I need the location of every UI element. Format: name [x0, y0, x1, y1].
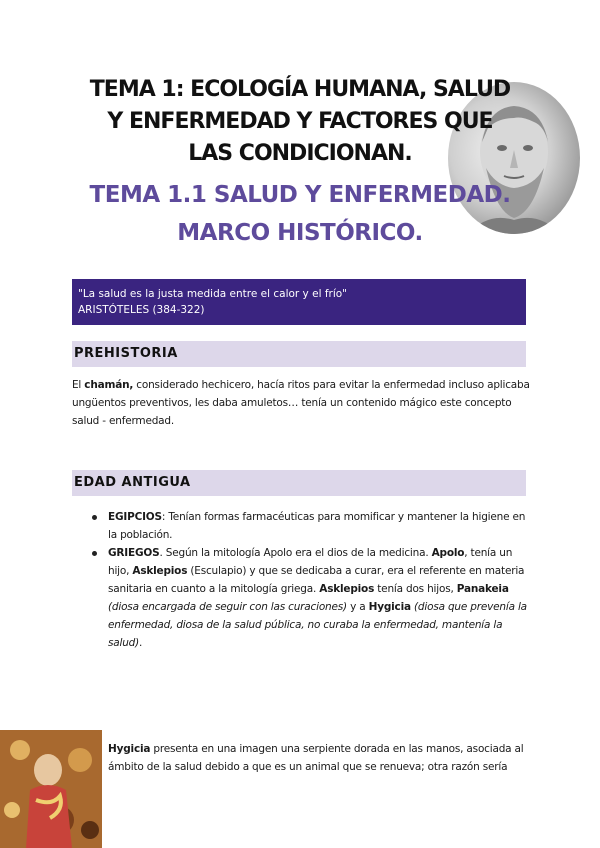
quote-box [72, 279, 526, 325]
title-block [40, 74, 560, 252]
hygicia-para-term: Hygicia [108, 743, 151, 755]
chaman-term: chamán, [84, 379, 134, 391]
title-line-2: Y ENFERMEDAD Y FACTORES QUE [107, 109, 493, 134]
panakeia-term: Panakeia [456, 583, 509, 595]
section-heading-prehistoria: PREHISTORIA [72, 341, 526, 367]
griegos-end: . [139, 637, 143, 649]
quote-text: "La salud es la justa medida entre el calor y el frío" [78, 288, 348, 300]
hygicia-para-text: presenta en una imagen una serpiente dorada en las manos, asociada al ámbito de la salud debido a que es un animal que se renueva; otra razón sería [108, 743, 524, 773]
apolo-term: Apolo [431, 547, 465, 559]
asklepios-term: Asklepios [132, 565, 188, 577]
asklepios-term-2: Asklepios [319, 583, 375, 595]
list-item [92, 508, 532, 544]
griegos-text-4: tenía dos hijos, [374, 583, 457, 595]
edad-antigua-list [92, 508, 532, 652]
egipcios-text: : Tenían formas farmacéuticas para momificar y mantener la higiene en la población. [108, 511, 526, 541]
list-item [92, 544, 532, 652]
hygicia-paragraph [108, 740, 528, 776]
title-line-3: LAS CONDICIONAN. [188, 141, 412, 166]
griegos-text-2: , tenía un hijo, [108, 547, 513, 577]
egipcios-label: EGIPCIOS [108, 511, 162, 523]
section-heading-edad-antigua: EDAD ANTIGUA [72, 470, 526, 496]
griegos-text-5: y a [346, 601, 369, 613]
prehistoria-text-start: El [72, 379, 85, 391]
hygicia-description: (diosa que prevenía la enfermedad, diosa de la salud pública, no curaba la enfermedad, mantenía la salud) [108, 601, 527, 649]
quote-author: ARISTÓTELES (384-322) [78, 304, 205, 316]
title-line-1: TEMA 1: ECOLOGÍA HUMANA, SALUD [89, 77, 511, 102]
subtitle-prefix: TEMA 1.1 [89, 182, 207, 208]
panakeia-description: (diosa encargada de seguir con las curaciones) [108, 601, 347, 613]
prehistoria-paragraph [72, 376, 532, 430]
prehistoria-text-rest: considerado hechicero, hacía ritos para evitar la enfermedad incluso aplicaba ungüentos preventivos, les daba amuletos… tenía un contenido mágico este concepto salud - enfermedad. [72, 379, 530, 427]
griegos-label: GRIEGOS [108, 547, 160, 559]
hygicia-term: Hygicia [368, 601, 411, 613]
griegos-text-3: (Esculapio) y que se dedicaba a curar, era el referente en materia sanitaria en cuanto a la mitología griega. [108, 565, 525, 595]
hygieia-painting-image [0, 730, 102, 848]
griegos-text-1: . Según la mitología Apolo era el dios de la medicina. [159, 547, 432, 559]
subtitle-rest: SALUD Y ENFERMEDAD. [206, 182, 511, 208]
subtitle-line-1 [40, 176, 560, 214]
subtitle-line-2: MARCO HISTÓRICO. [177, 220, 423, 246]
